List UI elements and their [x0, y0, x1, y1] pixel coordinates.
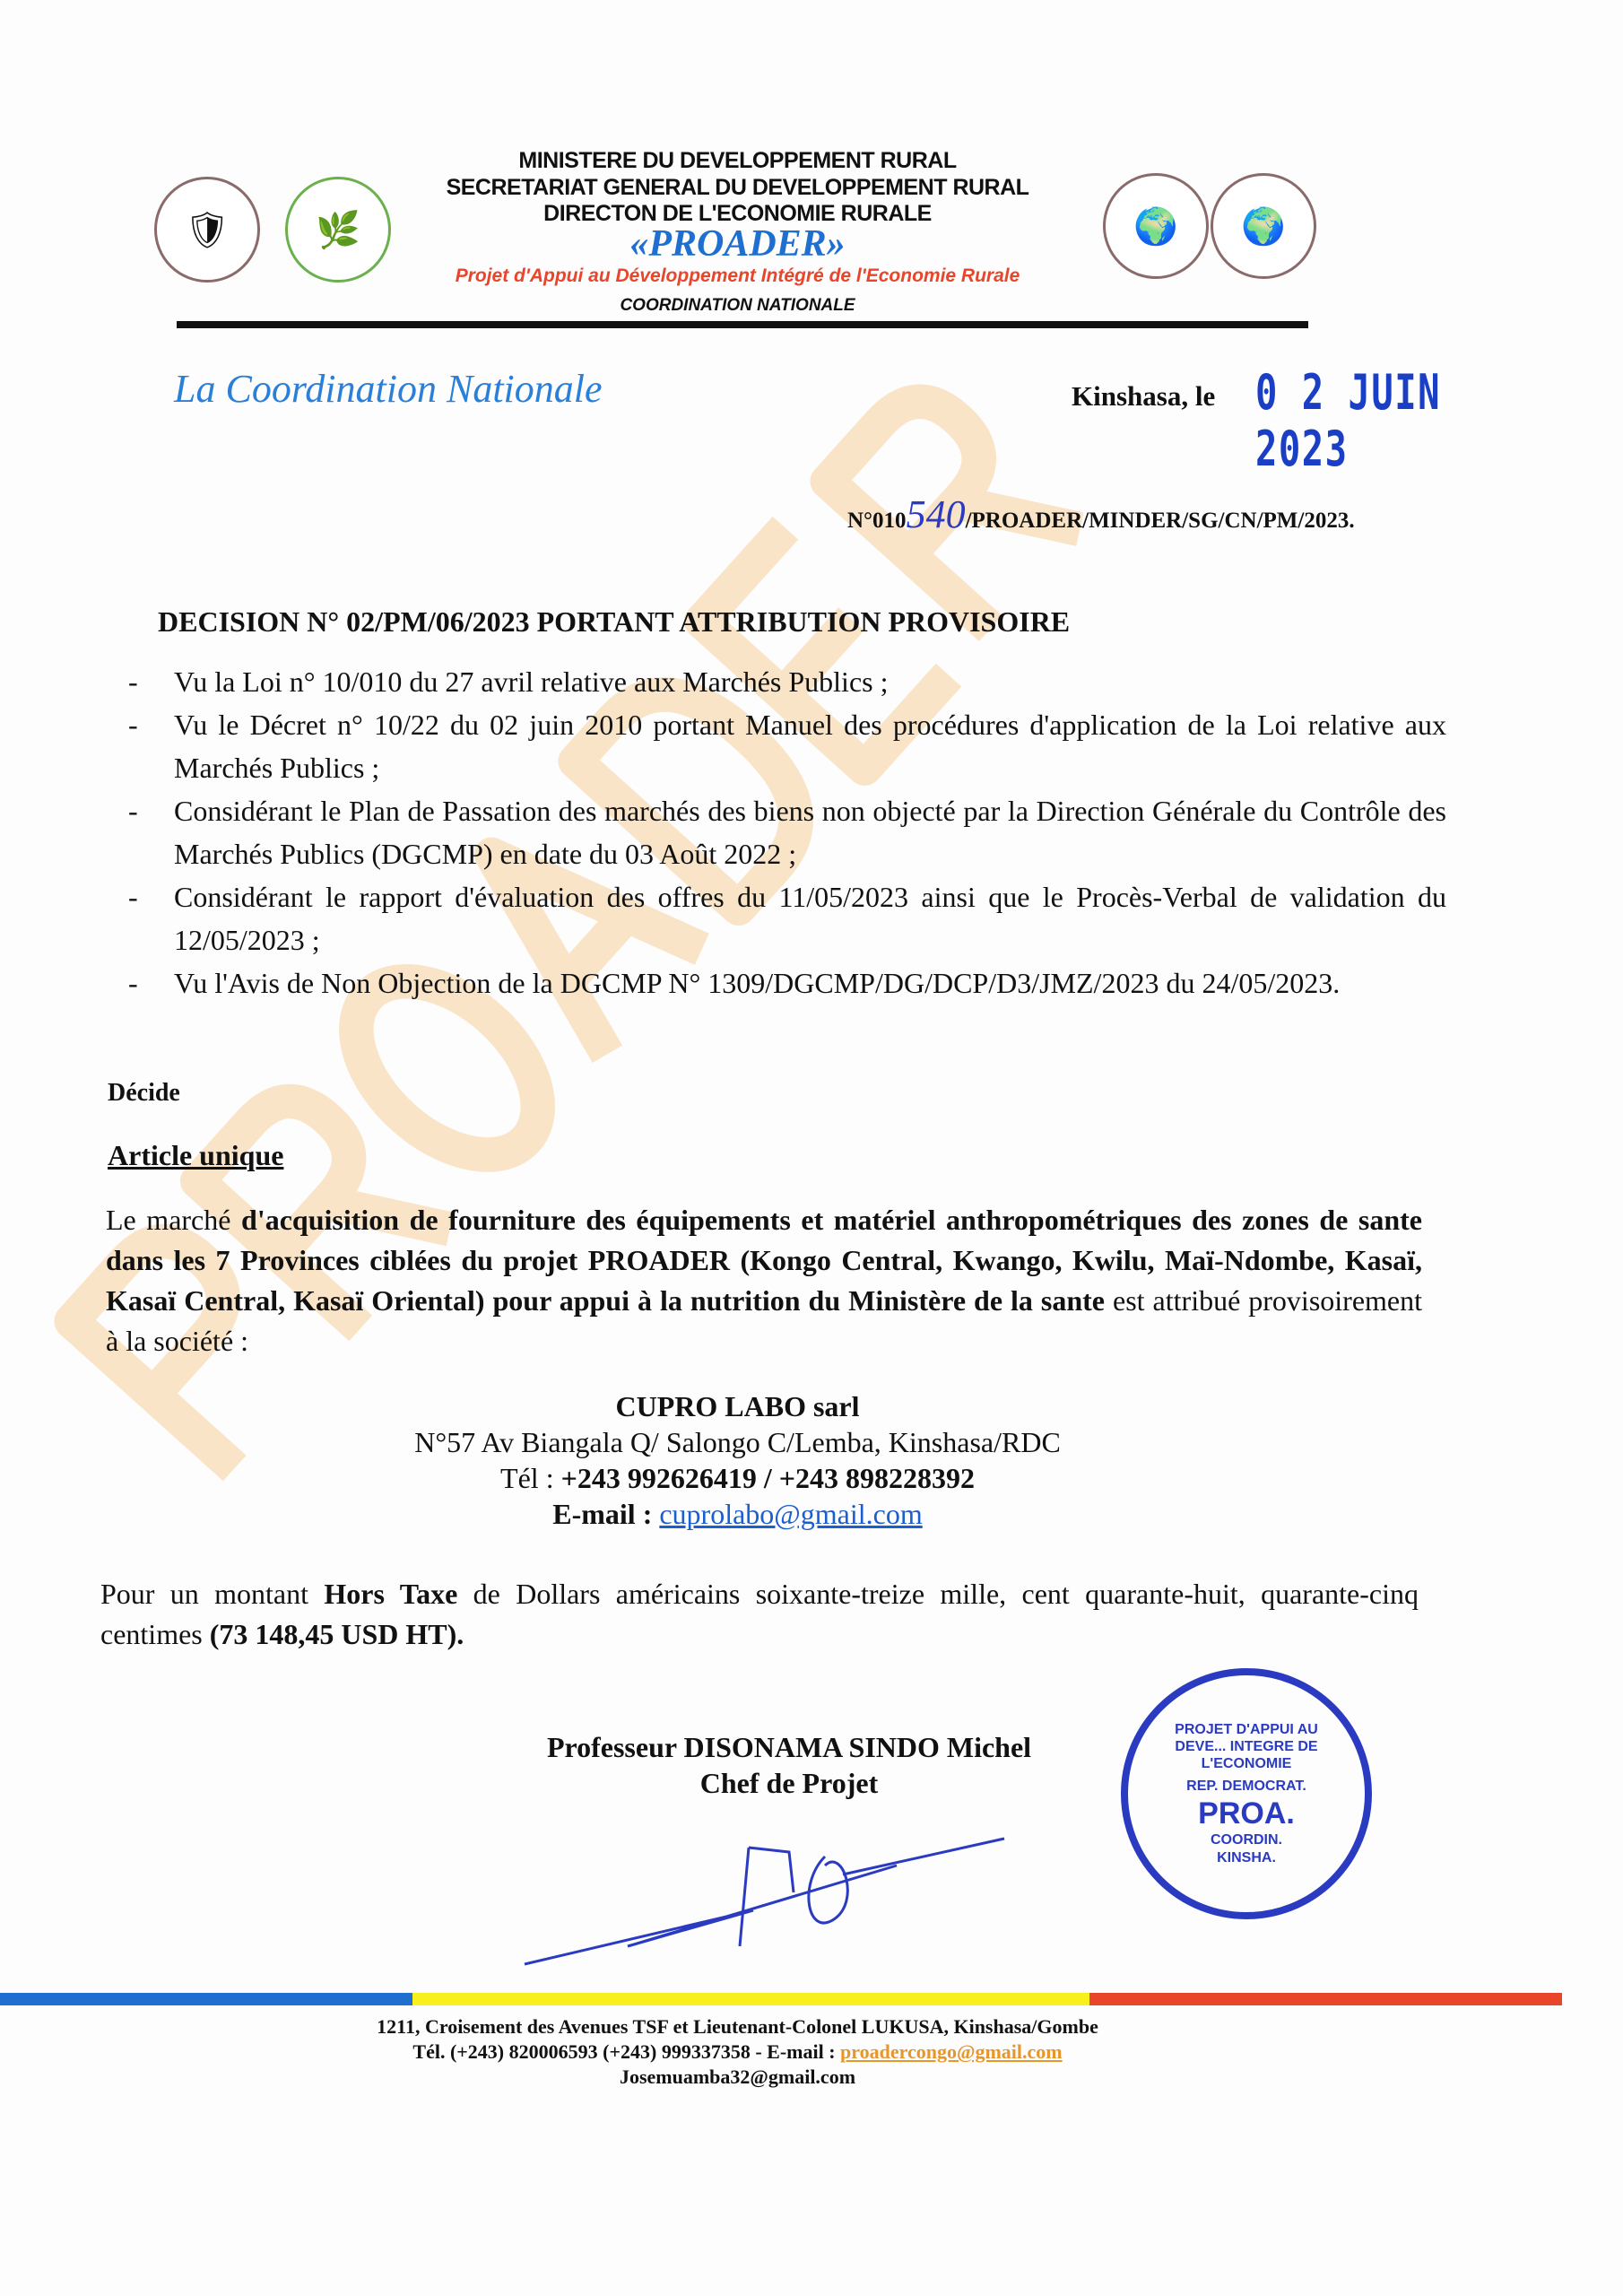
amount-paragraph [100, 1574, 1419, 1655]
company-block [0, 1388, 1475, 1532]
amount-text: Pour un montant [100, 1578, 325, 1610]
signatory-name: Professeur DISONAMA SINDO Michel [546, 1731, 1032, 1763]
brand-name: «PROADER» [629, 223, 846, 265]
stamp-line: KINSHA. [1217, 1849, 1276, 1866]
stamp-line: REP. DEMOCRAT. [1186, 1778, 1306, 1794]
header-divider [177, 321, 1308, 328]
company-name: CUPRO LABO sarl [615, 1390, 860, 1422]
stamp-line: COORDIN. [1211, 1831, 1282, 1848]
article-heading: Article unique [108, 1139, 284, 1171]
official-stamp [1121, 1668, 1372, 1919]
decision-title: DECISION N° 02/PM/06/2023 PORTANT ATTRIBUTION PROVISOIRE [158, 605, 1071, 638]
list-item: - Considérant le Plan de Passation des marchés des biens non objecté par la Direction Générale du Contrôle des Marchés Publics (DGCMP) en date du 03 Août 2022 ; [128, 789, 1446, 875]
ref-prefix: N°010 [847, 509, 907, 533]
stamp-ring-text: PROJET D'APPUI AU DEVE... INTEGRE DE L'ECONOMIE [1175, 1721, 1318, 1771]
footer-email2: Josemuamba32@gmail.com [619, 2066, 856, 2088]
signature [520, 1812, 1022, 1973]
date-stamp: 0 2 JUIN 2023 [1255, 364, 1442, 477]
company-address: N°57 Av Biangala Q/ Salongo C/Lemba, Kinshasa/RDC [414, 1426, 1061, 1458]
signatory-block [502, 1729, 1076, 1801]
footer-band-yellow [412, 1993, 1089, 2005]
footer-address: 1211, Croisement des Avenues TSF et Lieutenant-Colonel LUKUSA, Kinshasa/Gombe [377, 2015, 1098, 2038]
company-phone [0, 1460, 1475, 1496]
sender: La Coordination Nationale [174, 367, 603, 411]
body-end: est attribué provisoirement à la société : [106, 1284, 1423, 1357]
project-subtitle: Projet d'Appui au Développement Intégré de l'Economie Rurale [455, 265, 1020, 286]
email-link[interactable]: cuprolabo@gmail.com [659, 1498, 923, 1530]
ref-suffix: /PROADER/MINDER/SG/CN/PM/2023. [965, 509, 1355, 533]
decide-heading: Décide [108, 1079, 180, 1107]
adf-logo: 🌍 [1211, 173, 1316, 279]
place-label: Kinshasa, le [1072, 380, 1216, 412]
tel-value: +243 992626419 / +243 898228392 [560, 1462, 975, 1494]
footer-contact [0, 2039, 1475, 2065]
ref-handwritten: 540 [906, 492, 966, 536]
footer-band-red [1089, 1993, 1562, 2005]
footer-email-link[interactable]: proadercongo@gmail.com [840, 2040, 1063, 2063]
body-intro: Le marché [106, 1204, 242, 1236]
list-item: - Vu le Décret n° 10/22 du 02 juin 2010 portant Manuel des procédures d'application de la Loi relative aux Marchés Publics ; [128, 703, 1446, 789]
article-body [106, 1200, 1422, 1361]
drc-emblem-logo: 🛡 [154, 177, 260, 283]
footer-band-blue [0, 1993, 412, 2005]
body-subject: d'acquisition de fourniture des équipements et matériel anthropométriques des zones de sante dans les 7 Provinces ciblées du projet PROADER (Kongo Central, Kwango, Kwilu, Maï-Ndombe, Kasaï, Kasaï Central, Kasaï Oriental) pour appui à la nutrition du Ministère de la sante [106, 1204, 1423, 1317]
email-label: E-mail : [552, 1498, 660, 1530]
considerations-list [128, 660, 1446, 1004]
reference-number [847, 491, 1355, 537]
amount-figure: (73 148,45 USD HT). [209, 1618, 464, 1650]
amount-tax: Hors Taxe [324, 1578, 458, 1610]
list-item: - Vu la Loi n° 10/010 du 27 avril relative aux Marchés Publics ; [128, 660, 1446, 703]
signatory-role: Chef de Projet [699, 1767, 879, 1799]
footer-tel: Tél. (+243) 820006593 (+243) 999337358 - E-mail : [412, 2040, 841, 2063]
footer [0, 2014, 1475, 2090]
stamp-line: PROA. [1198, 1796, 1295, 1831]
tel-label: Tél : [500, 1462, 561, 1494]
ministry-name: MINISTERE DU DEVELOPPEMENT RURAL [518, 148, 957, 173]
afdb-logo: 🌍 [1103, 173, 1209, 279]
unit-name: COORDINATION NATIONALE [620, 296, 855, 315]
list-item: - Vu l'Avis de Non Objection de la DGCMP N° 1309/DGCMP/DG/DCP/D3/JMZ/2023 du 24/05/2023. [128, 961, 1446, 1004]
secretariat-name: SECRETARIAT GENERAL DU DEVELOPPEMENT RURAL [446, 175, 1029, 200]
company-email [0, 1496, 1475, 1532]
amount-words: de Dollars américains soixante-treize mille, cent quarante-huit, quarante-cinq centimes [100, 1578, 1419, 1650]
direction-name: DIRECTON DE L'ECONOMIE RURALE [543, 201, 932, 226]
list-item: - Considérant le rapport d'évaluation des offres du 11/05/2023 ainsi que le Procès-Verbal de validation du 12/05/2023 ; [128, 875, 1446, 961]
proader-logo: 🌿 [285, 177, 391, 283]
